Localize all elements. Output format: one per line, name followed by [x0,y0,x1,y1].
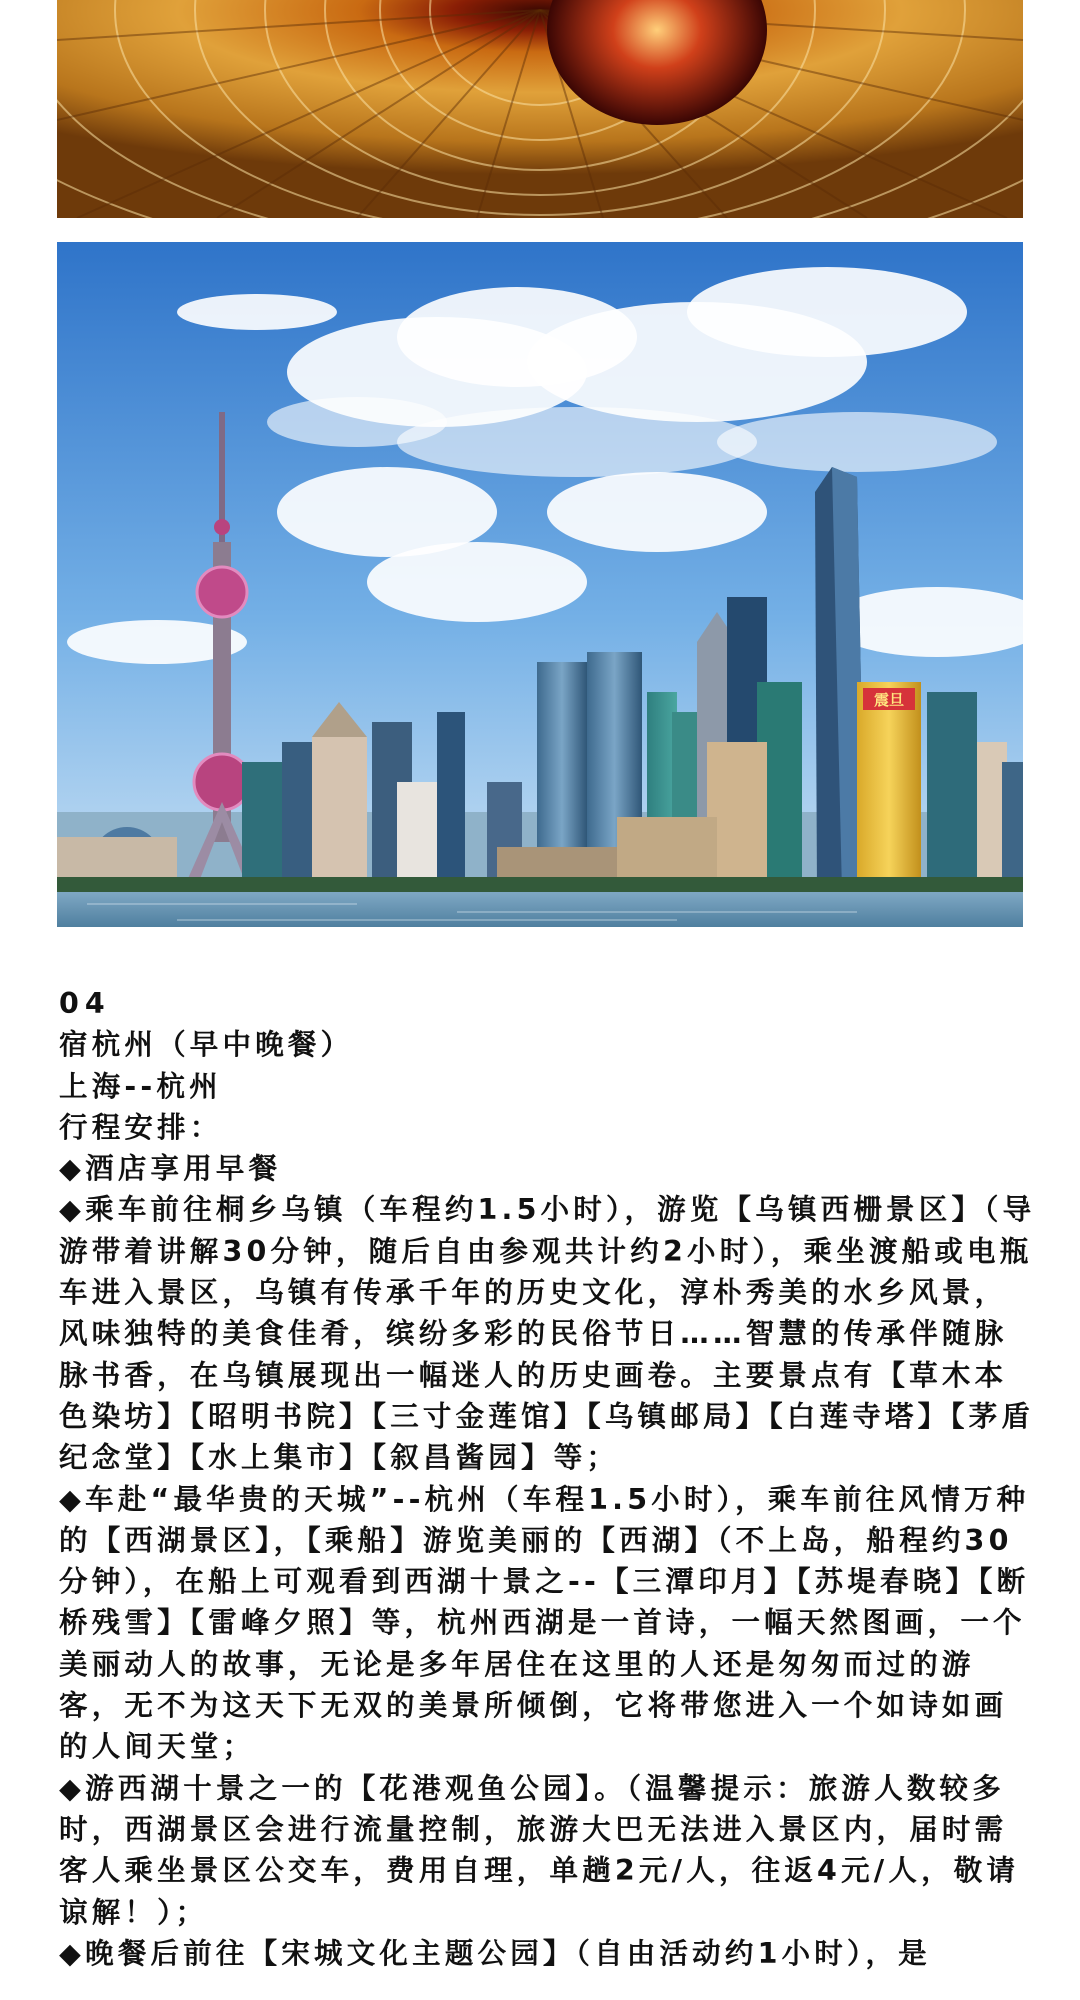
route-line: 上海--杭州 [59,1069,222,1103]
building-sign-text: 震旦 [873,691,905,709]
atrium-image [57,0,1023,218]
schedule-label: 行程安排： [59,1110,223,1144]
schedule-item-west-lake: ◆车赴“最华贵的天城”--杭州（车程1.5小时），乘车前往风情万种的【西湖景区】，【乘船】游览美丽的【西湖】（不上岛，船程约30分钟），在船上可观看到西湖十景之--【三潭印月】【苏堤春晓】【断桥残雪】【雷峰夕照】等，杭州西湖是一首诗，一幅天然图画，一个美丽动人的故事，无论是多年居住在这里的人还是匆匆而过的游客，无不为这天下无双的美景所倾倒，它将带您进入一个如诗如画的人间天堂； [59,1482,1030,1764]
itinerary-section [59,983,1039,1974]
schedule-item-songcheng: ◆晚餐后前往【宋城文化主题公园】（自由活动约1小时），是 [59,1936,931,1970]
day-number: 04 [59,987,111,1020]
skyline-photo [57,242,1023,927]
skyline-image [57,242,1023,927]
atrium-photo [57,0,1023,218]
schedule-item-huagang-park: ◆游西湖十景之一的【花港观鱼公园】。（温馨提示：旅游人数较多时，西湖景区会进行流量控制，旅游大巴无法进入景区内，届时需客人乘坐景区公交车，费用自理，单趟2元/人，往返4元/人，敬请谅解！）； [59,1771,1020,1929]
schedule-item-breakfast: ◆酒店享用早餐 [59,1152,282,1186]
schedule-item-wuzhen: ◆乘车前往桐乡乌镇（车程约1.5小时），游览【乌镇西栅景区】（导游带着讲解30分钟，随后自由参观共计约2小时），乘坐渡船或电瓶车进入景区，乌镇有传承千年的历史文化，淳朴秀美的水乡风景，风味独特的美食佳肴，缤纷多彩的民俗节日……智慧的传承伴随脉脉书香，在乌镇展现出一幅迷人的历史画卷。主要景点有【草木本色染坊】【昭明书院】【三寸金莲馆】【乌镇邮局】【白莲寺塔】【茅盾纪念堂】【水上集市】【叙昌酱园】等； [59,1193,1036,1475]
accommodation-line: 宿杭州（早中晚餐） [59,1028,354,1062]
